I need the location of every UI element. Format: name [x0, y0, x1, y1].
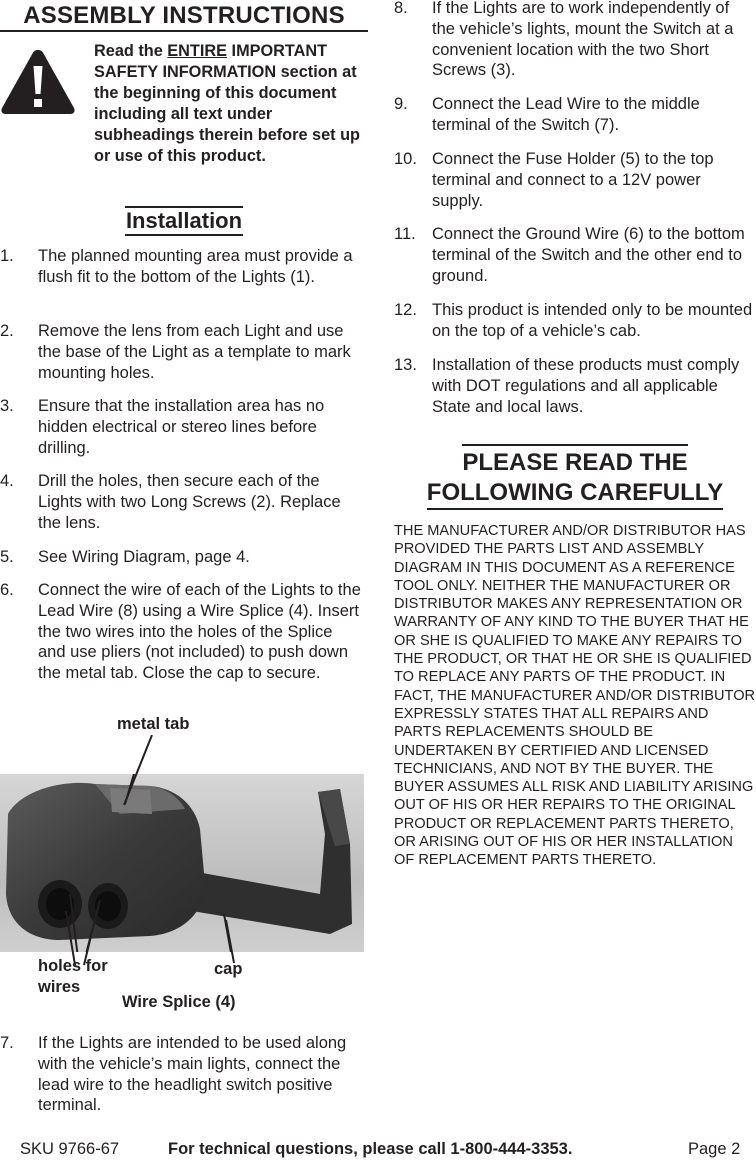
warning-icon — [0, 48, 76, 116]
step-text: Remove the lens from each Light and use the base of the Light as a template to mark mounting holes. — [38, 322, 351, 382]
step-number: 4. — [0, 472, 14, 490]
step-text: Connect the Fuse Holder (5) to the top terminal and connect to a 12V power supply. — [432, 150, 714, 210]
footer-contact: For technical questions, please call 1-800-444-3353. — [168, 1140, 573, 1158]
step-number: 11. — [394, 225, 416, 243]
step-number: 7. — [0, 1034, 14, 1052]
step-text: Connect the Ground Wire (6) to the bottom terminal of the Switch and the other end to ground. — [432, 225, 745, 285]
step-text: Installation of these products must comply with DOT regulations and all applicable State and local laws. — [432, 356, 740, 416]
safety-note-rest: IMPORTANT SAFETY INFORMATION section at the beginning of this document including all text under subheadings therein before set up or use of this product. — [94, 42, 360, 165]
safety-note-lead: Read the — [94, 42, 168, 60]
step-text: The planned mounting area must provide a flush fit to the bottom of the Lights (1). — [38, 247, 353, 286]
safety-note — [94, 41, 368, 167]
figure-leader-lines — [0, 735, 364, 980]
step-text: Drill the holes, then secure each of the Lights with two Long Screws (2). Replace the lens. — [38, 472, 341, 532]
figure-caption: Wire Splice (4) — [122, 993, 236, 1011]
page-footer — [0, 1140, 756, 1160]
footer-page-number: Page 2 — [688, 1140, 741, 1158]
step-number: 9. — [394, 95, 408, 113]
step-text: Ensure that the installation area has no hidden electrical or stereo lines before drilling. — [38, 397, 325, 457]
figure-label-metal-tab: metal tab — [117, 715, 190, 733]
section-title: ASSEMBLY INSTRUCTIONS — [0, 2, 368, 32]
safety-note-emphasis: ENTIRE — [167, 42, 228, 60]
step-text: If the Lights are intended to be used along with the vehicle’s main lights, connect the lead wire to the headlight switch positive terminal. — [38, 1034, 347, 1115]
step-number: 1. — [0, 247, 14, 265]
notice-heading-line2: FOLLOWING CAREFULLY — [427, 478, 723, 510]
figure-label-holes: holes for wires — [38, 957, 108, 996]
notice-heading — [394, 444, 756, 510]
step-number: 5. — [0, 548, 14, 566]
step-text: See Wiring Diagram, page 4. — [38, 548, 250, 566]
step-number: 12. — [394, 301, 417, 319]
step-number: 3. — [0, 397, 14, 415]
step-number: 8. — [394, 0, 408, 17]
step-text: Connect the Lead Wire to the middle terminal of the Switch (7). — [432, 95, 700, 134]
step-text: This product is intended only to be mounted on the top of a vehicle’s cab. — [432, 301, 753, 340]
notice-heading-line1: PLEASE READ THE — [462, 444, 687, 478]
installation-heading — [0, 206, 368, 236]
footer-sku: SKU 9766-67 — [20, 1140, 120, 1158]
step-text: If the Lights are to work independently of the vehicle’s lights, mount the Switch at a convenient location with the two Short Screws (3). — [432, 0, 734, 80]
installation-heading-text: Installation — [125, 206, 243, 236]
step-number: 6. — [0, 581, 14, 599]
disclaimer-text: THE MANUFACTURER AND/OR DISTRIBUTOR HAS PROVIDED THE PARTS LIST AND ASSEMBLY DIAGRAM IN THIS DOCUMENT AS A REFERENCE TOOL ONLY. NEITHER THE MANUFACTURER OR DISTRIBUTOR MAKES ANY REPRESENTATION OR WARRANTY OF ANY KIND TO THE BUYER THAT HE OR SHE IS QUALIFIED TO MAKE ANY REPAIRS TO THE PRODUCT, OR THAT HE OR SHE IS QUALIFIED TO REPLACE ANY PARTS OF THE PRODUCT. IN FACT, THE MANUFACTURER AND/OR DISTRIBUTOR EXPRESSLY STATES THAT ALL REPAIRS AND PARTS REPLACEMENTS SHOULD BE UNDERTAKEN BY CERTIFIED AND LICENSED TECHNICIANS, AND NOT BY THE BUYER. THE BUYER ASSUMES ALL RISK AND LIABILITY ARISING OUT OF HIS OR HER REPAIRS TO THE ORIGINAL PRODUCT OR REPLACEMENT PARTS THERETO, OR ARISING OUT OF HIS OR HER INSTALLATION OF REPLACEMENT PARTS THERETO. — [394, 523, 756, 869]
step-number: 10. — [394, 150, 417, 168]
figure-label-cap: cap — [214, 960, 243, 978]
step-number: 2. — [0, 322, 14, 340]
step-number: 13. — [394, 356, 417, 374]
step-text: Connect the wire of each of the Lights to the Lead Wire (8) using a Wire Splice (4). Insert the two wires into the holes of the Splice and use pliers (not included) to push down the metal tab. Close the cap to secure. — [38, 581, 361, 683]
